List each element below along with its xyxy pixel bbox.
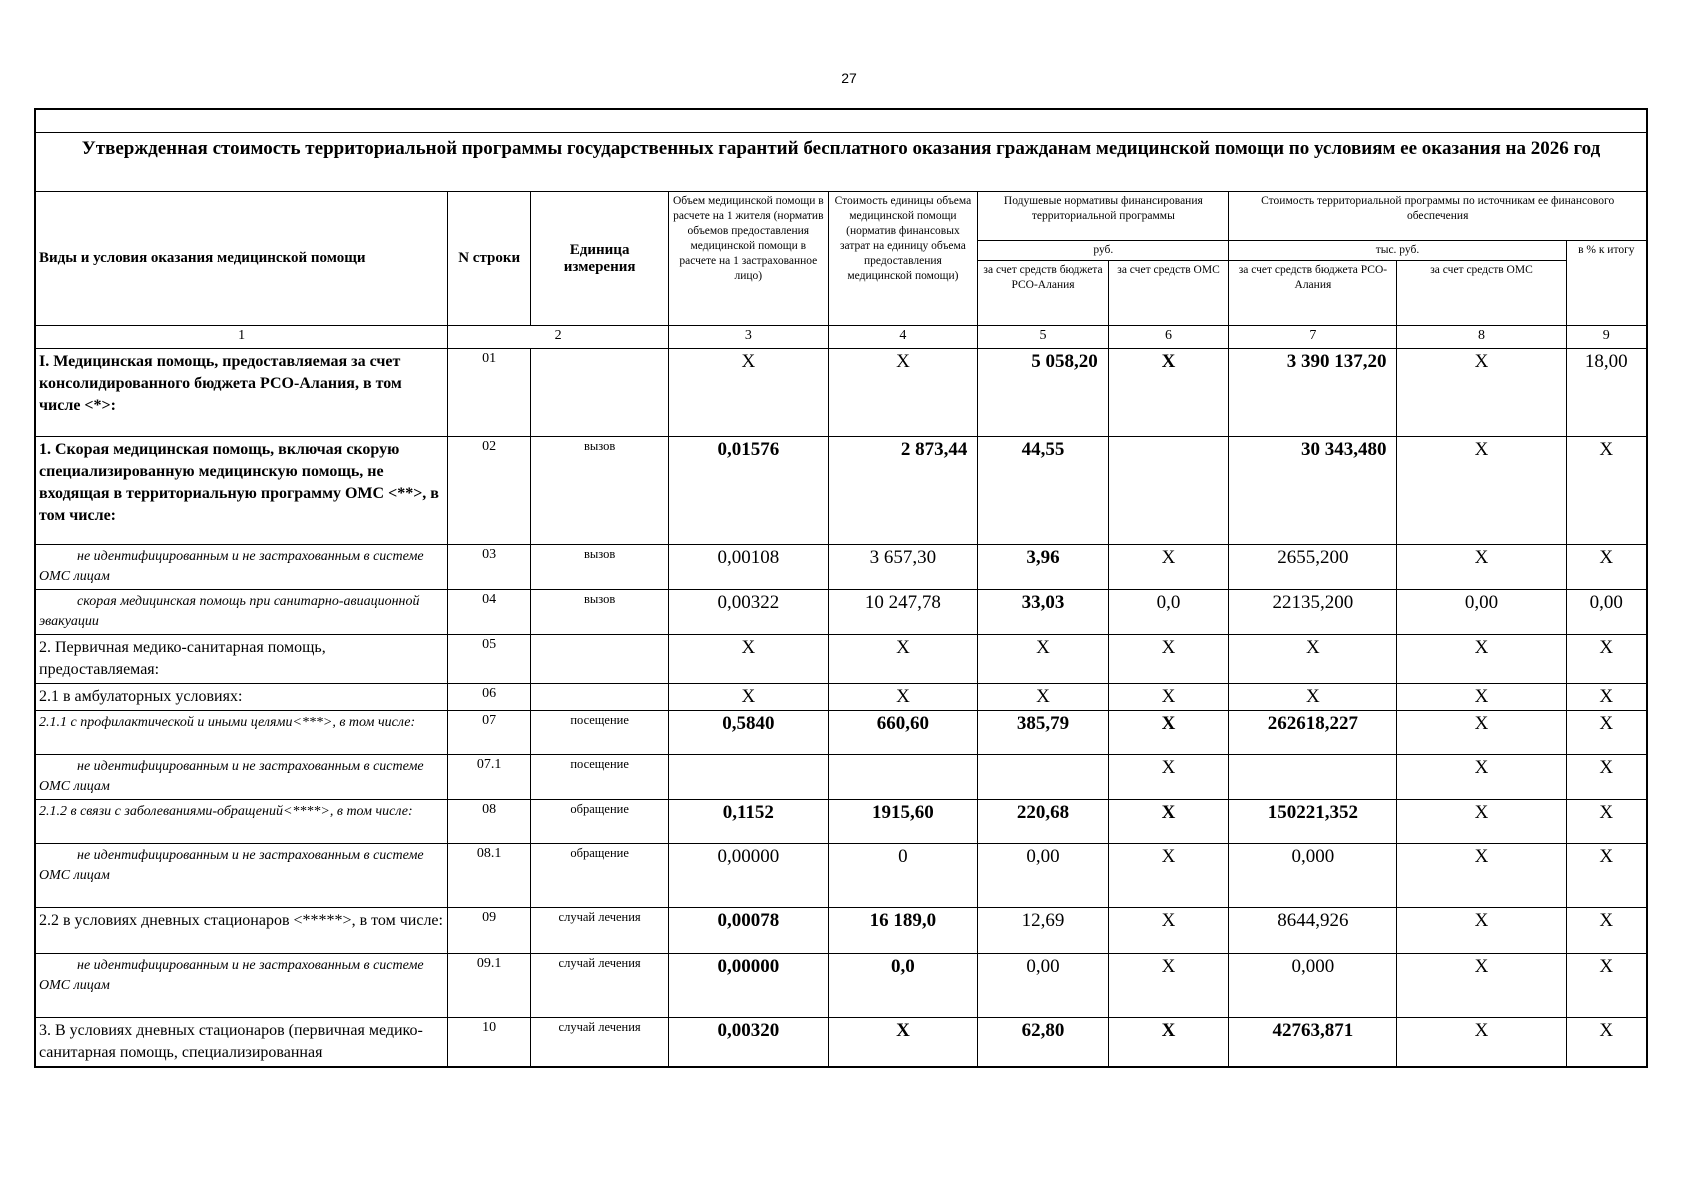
row-name: 3. В условиях дневных стационаров (первичная медико-санитарная помощь, специализированная [35, 1018, 448, 1068]
header-thous-rub: тыс. руб. [1229, 241, 1566, 261]
row-unit: случай лечения [531, 908, 669, 954]
row-unit: обращение [531, 800, 669, 844]
column-number: 8 [1397, 326, 1566, 349]
row-line-number: 07.1 [448, 755, 531, 800]
row-line-number: 03 [448, 545, 531, 590]
row-value-col-7: 262618,227 [1229, 711, 1397, 755]
row-unit: обращение [531, 844, 669, 908]
table-row [35, 800, 1647, 844]
header-budget-thous: за счет средств бюджета РСО-Алания [1229, 261, 1397, 326]
cost-table [34, 108, 1648, 1068]
row-value-col-6: Х [1108, 635, 1229, 684]
header-oms-rub: за счет средств ОМС [1108, 261, 1229, 326]
column-number: 1 [35, 326, 448, 349]
row-value-col-8: Х [1397, 545, 1566, 590]
row-value-col-3: Х [669, 349, 828, 437]
row-value-col-4: Х [828, 635, 978, 684]
row-value-col-9: Х [1566, 635, 1647, 684]
header-budget-rub: за счет средств бюджета РСО-Алания [978, 261, 1108, 326]
row-value-col-3: 0,00322 [669, 590, 828, 635]
row-value-col-3: 0,5840 [669, 711, 828, 755]
row-value-col-8: Х [1397, 635, 1566, 684]
row-value-col-3: 0,00000 [669, 844, 828, 908]
row-line-number: 08.1 [448, 844, 531, 908]
row-value-col-8: Х [1397, 684, 1566, 711]
row-value-col-5: 385,79 [978, 711, 1108, 755]
row-line-number: 04 [448, 590, 531, 635]
row-value-col-5: 5 058,20 [978, 349, 1108, 437]
header-pct: в % к итогу [1566, 241, 1647, 326]
row-unit: случай лечения [531, 954, 669, 1018]
table-row [35, 545, 1647, 590]
row-value-col-6: Х [1108, 684, 1229, 711]
row-value-col-5: 12,69 [978, 908, 1108, 954]
row-unit: посещение [531, 711, 669, 755]
table-row [35, 635, 1647, 684]
row-value-col-7: Х [1229, 684, 1397, 711]
row-value-col-5: 62,80 [978, 1018, 1108, 1068]
row-value-col-6: Х [1108, 545, 1229, 590]
row-unit [531, 684, 669, 711]
title-row [35, 133, 1647, 192]
row-line-number: 09 [448, 908, 531, 954]
row-value-col-6: 0,0 [1108, 590, 1229, 635]
row-value-col-5: 44,55 [978, 437, 1108, 545]
row-value-col-4: Х [828, 684, 978, 711]
table-row [35, 844, 1647, 908]
row-value-col-3: 0,00078 [669, 908, 828, 954]
row-unit [531, 349, 669, 437]
row-value-col-5: 0,00 [978, 844, 1108, 908]
row-name: не идентифицированным и не застрахованным в системе ОМС лицам [35, 545, 448, 590]
header-row-1 [35, 192, 1647, 241]
row-value-col-9: Х [1566, 844, 1647, 908]
row-name: 1. Скорая медицинская помощь, включая скорую специализированную медицинскую помощь, не входящая в территориальную программу ОМС <**>, в том числе: [35, 437, 448, 545]
row-line-number: 10 [448, 1018, 531, 1068]
row-value-col-9: Х [1566, 711, 1647, 755]
row-value-col-4: 3 657,30 [828, 545, 978, 590]
row-value-col-3: 0,00000 [669, 954, 828, 1018]
row-value-col-3: 0,01576 [669, 437, 828, 545]
row-value-col-6: Х [1108, 349, 1229, 437]
row-value-col-3: Х [669, 635, 828, 684]
row-value-col-8: Х [1397, 711, 1566, 755]
header-kind: Виды и условия оказания медицинской помощи [35, 192, 448, 326]
row-value-col-4: 10 247,78 [828, 590, 978, 635]
row-value-col-4: 0,0 [828, 954, 978, 1018]
row-value-col-5 [978, 755, 1108, 800]
row-value-col-9: Х [1566, 908, 1647, 954]
column-number: 2 [448, 326, 669, 349]
header-program-cost: Стоимость территориальной программы по источникам ее финансового обеспечения [1229, 192, 1647, 241]
column-number: 6 [1108, 326, 1229, 349]
row-value-col-5: Х [978, 684, 1108, 711]
table-row [35, 954, 1647, 1018]
table-row [35, 590, 1647, 635]
row-value-col-8: Х [1397, 437, 1566, 545]
row-name: 2.1.2 в связи с заболеваниями-обращений<****>, в том числе: [35, 800, 448, 844]
row-name: не идентифицированным и не застрахованным в системе ОМС лицам [35, 844, 448, 908]
row-unit: вызов [531, 545, 669, 590]
row-value-col-8: Х [1397, 954, 1566, 1018]
row-value-col-8: Х [1397, 844, 1566, 908]
row-value-col-4: 1915,60 [828, 800, 978, 844]
row-name: 2.1 в амбулаторных условиях: [35, 684, 448, 711]
row-value-col-4: Х [828, 1018, 978, 1068]
top-empty-row [35, 109, 1647, 133]
header-unit-cost: Стоимость единицы объема медицинской помощи (норматив финансовых затрат на единицу объема предоставления медицинской помощи) [828, 192, 978, 326]
header-volume: Объем медицинской помощи в расчете на 1 жителя (норматив объемов предоставления медицинской помощи в расчете на 1 застрахованное лицо) [669, 192, 828, 326]
row-value-col-4: 0 [828, 844, 978, 908]
row-value-col-9: Х [1566, 800, 1647, 844]
column-number: 7 [1229, 326, 1397, 349]
row-value-col-6: Х [1108, 800, 1229, 844]
row-value-col-7: 2655,200 [1229, 545, 1397, 590]
row-value-col-7: 0,000 [1229, 954, 1397, 1018]
header-oms-thous: за счет средств ОМС [1397, 261, 1566, 326]
row-unit: посещение [531, 755, 669, 800]
row-unit: случай лечения [531, 1018, 669, 1068]
row-value-col-7: 0,000 [1229, 844, 1397, 908]
table-title: Утвержденная стоимость территориальной программы государственных гарантий бесплатного оказания гражданам медицинской помощи по условиям ее оказания на 2026 год [35, 133, 1647, 192]
column-number: 3 [669, 326, 828, 349]
header-rub: руб. [978, 241, 1229, 261]
row-value-col-7: 3 390 137,20 [1229, 349, 1397, 437]
row-value-col-5: Х [978, 635, 1108, 684]
row-value-col-7: 150221,352 [1229, 800, 1397, 844]
table-row [35, 908, 1647, 954]
page-number: 27 [841, 70, 857, 86]
row-value-col-9: Х [1566, 684, 1647, 711]
row-value-col-9: Х [1566, 954, 1647, 1018]
row-value-col-8: 0,00 [1397, 590, 1566, 635]
row-unit [531, 635, 669, 684]
row-value-col-5: 0,00 [978, 954, 1108, 1018]
row-value-col-7 [1229, 755, 1397, 800]
row-value-col-6: Х [1108, 954, 1229, 1018]
row-value-col-9: Х [1566, 545, 1647, 590]
table-row [35, 755, 1647, 800]
row-value-col-5: 3,96 [978, 545, 1108, 590]
row-value-col-8: Х [1397, 908, 1566, 954]
row-name: 2. Первичная медико-санитарная помощь, предоставляемая: [35, 635, 448, 684]
row-line-number: 08 [448, 800, 531, 844]
column-number: 9 [1566, 326, 1647, 349]
table-row [35, 711, 1647, 755]
table-body [35, 349, 1647, 1068]
row-line-number: 07 [448, 711, 531, 755]
column-number: 4 [828, 326, 978, 349]
row-value-col-7: Х [1229, 635, 1397, 684]
row-value-col-8: Х [1397, 800, 1566, 844]
row-value-col-3: Х [669, 684, 828, 711]
row-value-col-7: 8644,926 [1229, 908, 1397, 954]
row-value-col-8: Х [1397, 349, 1566, 437]
row-value-col-9: 0,00 [1566, 590, 1647, 635]
table-row [35, 349, 1647, 437]
row-value-col-4: 660,60 [828, 711, 978, 755]
row-name: не идентифицированным и не застрахованным в системе ОМС лицам [35, 954, 448, 1018]
row-value-col-6: Х [1108, 711, 1229, 755]
row-line-number: 02 [448, 437, 531, 545]
row-value-col-6: Х [1108, 908, 1229, 954]
row-value-col-3: 0,00108 [669, 545, 828, 590]
row-value-col-7: 30 343,480 [1229, 437, 1397, 545]
row-line-number: 01 [448, 349, 531, 437]
row-value-col-4: 16 189,0 [828, 908, 978, 954]
row-value-col-7: 42763,871 [1229, 1018, 1397, 1068]
row-value-col-3: 0,1152 [669, 800, 828, 844]
row-value-col-6: Х [1108, 844, 1229, 908]
row-value-col-8: Х [1397, 755, 1566, 800]
column-numbers-row [35, 326, 1647, 349]
table-row [35, 1018, 1647, 1068]
header-unit: Единица измерения [531, 192, 669, 326]
row-unit: вызов [531, 590, 669, 635]
row-value-col-4: Х [828, 349, 978, 437]
header-per-capita: Подушевые нормативы финансирования территориальной программы [978, 192, 1229, 241]
row-name: I. Медицинская помощь, предоставляемая за счет консолидированного бюджета РСО-Алания, в том числе <*>: [35, 349, 448, 437]
row-value-col-6 [1108, 437, 1229, 545]
row-value-col-9: Х [1566, 437, 1647, 545]
row-value-col-9: Х [1566, 1018, 1647, 1068]
row-unit: вызов [531, 437, 669, 545]
row-value-col-4 [828, 755, 978, 800]
row-value-col-3 [669, 755, 828, 800]
row-value-col-9: 18,00 [1566, 349, 1647, 437]
table-row [35, 684, 1647, 711]
header-line-no: N строки [448, 192, 531, 326]
row-value-col-6: Х [1108, 1018, 1229, 1068]
row-value-col-5: 220,68 [978, 800, 1108, 844]
row-name: 2.2 в условиях дневных стационаров <*****>, в том числе: [35, 908, 448, 954]
row-value-col-6: Х [1108, 755, 1229, 800]
row-name: скорая медицинская помощь при санитарно-авиационной эвакуации [35, 590, 448, 635]
row-value-col-3: 0,00320 [669, 1018, 828, 1068]
row-line-number: 05 [448, 635, 531, 684]
row-line-number: 06 [448, 684, 531, 711]
row-value-col-8: Х [1397, 1018, 1566, 1068]
row-value-col-5: 33,03 [978, 590, 1108, 635]
column-number: 5 [978, 326, 1108, 349]
row-line-number: 09.1 [448, 954, 531, 1018]
row-name: не идентифицированным и не застрахованным в системе ОМС лицам [35, 755, 448, 800]
row-name: 2.1.1 с профилактической и иными целями<***>, в том числе: [35, 711, 448, 755]
row-value-col-7: 22135,200 [1229, 590, 1397, 635]
table-row [35, 437, 1647, 545]
row-value-col-9: Х [1566, 755, 1647, 800]
row-value-col-4: 2 873,44 [828, 437, 978, 545]
